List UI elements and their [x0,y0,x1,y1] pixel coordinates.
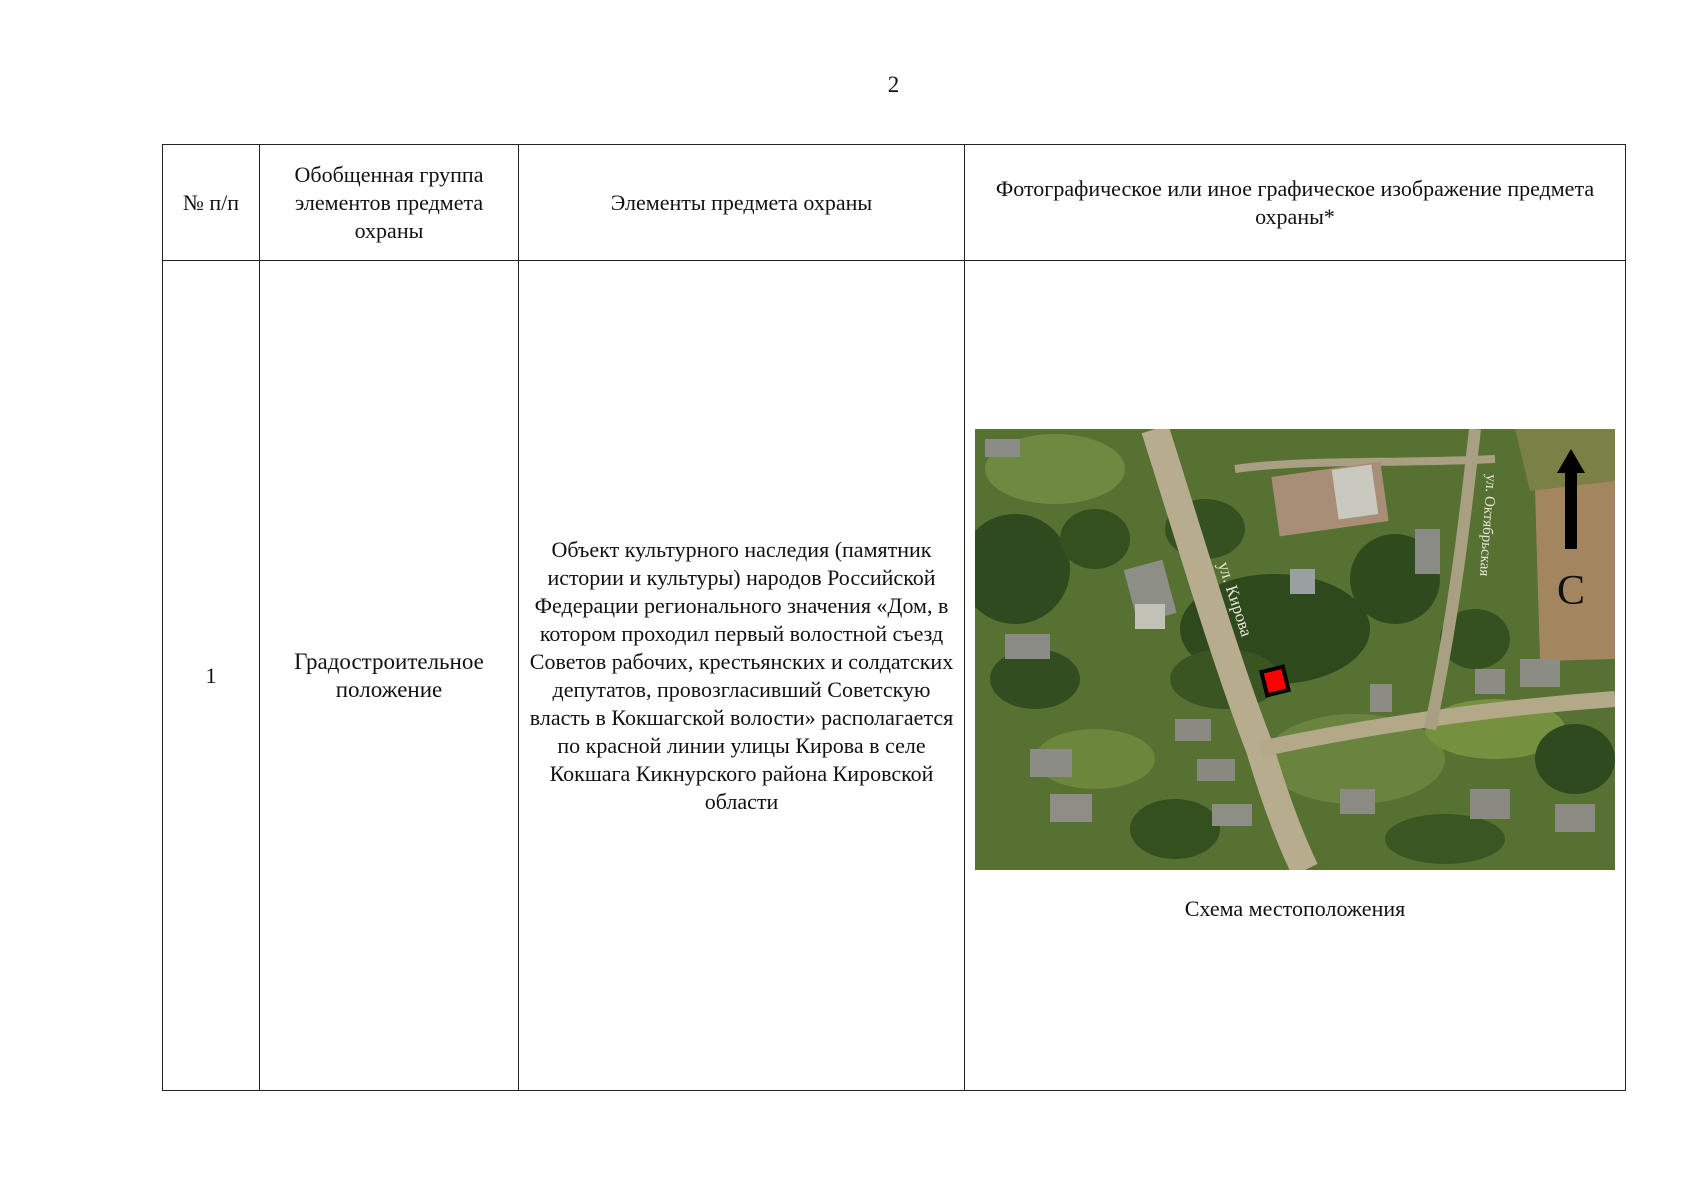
table-row [163,261,1626,1091]
satellite-map-image [975,429,1615,870]
header-elements: Элементы предмета охраны [519,145,965,261]
street-label-kirova: ул. Кирова [1214,559,1257,639]
object-marker [1261,667,1288,696]
header-num: № п/п [163,145,260,261]
row-image-cell [965,261,1626,1091]
row-num: 1 [163,261,260,1091]
protection-table [162,144,1626,1091]
location-map [975,429,1615,870]
north-label: С [1556,568,1586,614]
row-elements: Объект культурного наследия (памятник истории и культуры) народов Российской Федерации регионального значения «Дом, в котором проходил первый волостной съезд Советов рабочих, крестьянских и солдатских депутатов, провозгласивший Советскую власть в Кокшагской волости» располагается по красной линии улицы Кирова в селе Кокшага Кикнурского района Кировской области [519,261,965,1091]
table-header-row [163,145,1626,261]
header-group: Обобщенная группа элементов предмета охраны [260,145,519,261]
row-group: Градостроительное положение [260,261,519,1091]
map-caption: Схема местоположения [1184,896,1406,921]
page-number: 2 [887,72,900,97]
street-label-october: ул. Октябрьская [1475,473,1499,577]
header-image: Фотографическое или иное графическое изображение предмета охраны* [965,145,1626,261]
